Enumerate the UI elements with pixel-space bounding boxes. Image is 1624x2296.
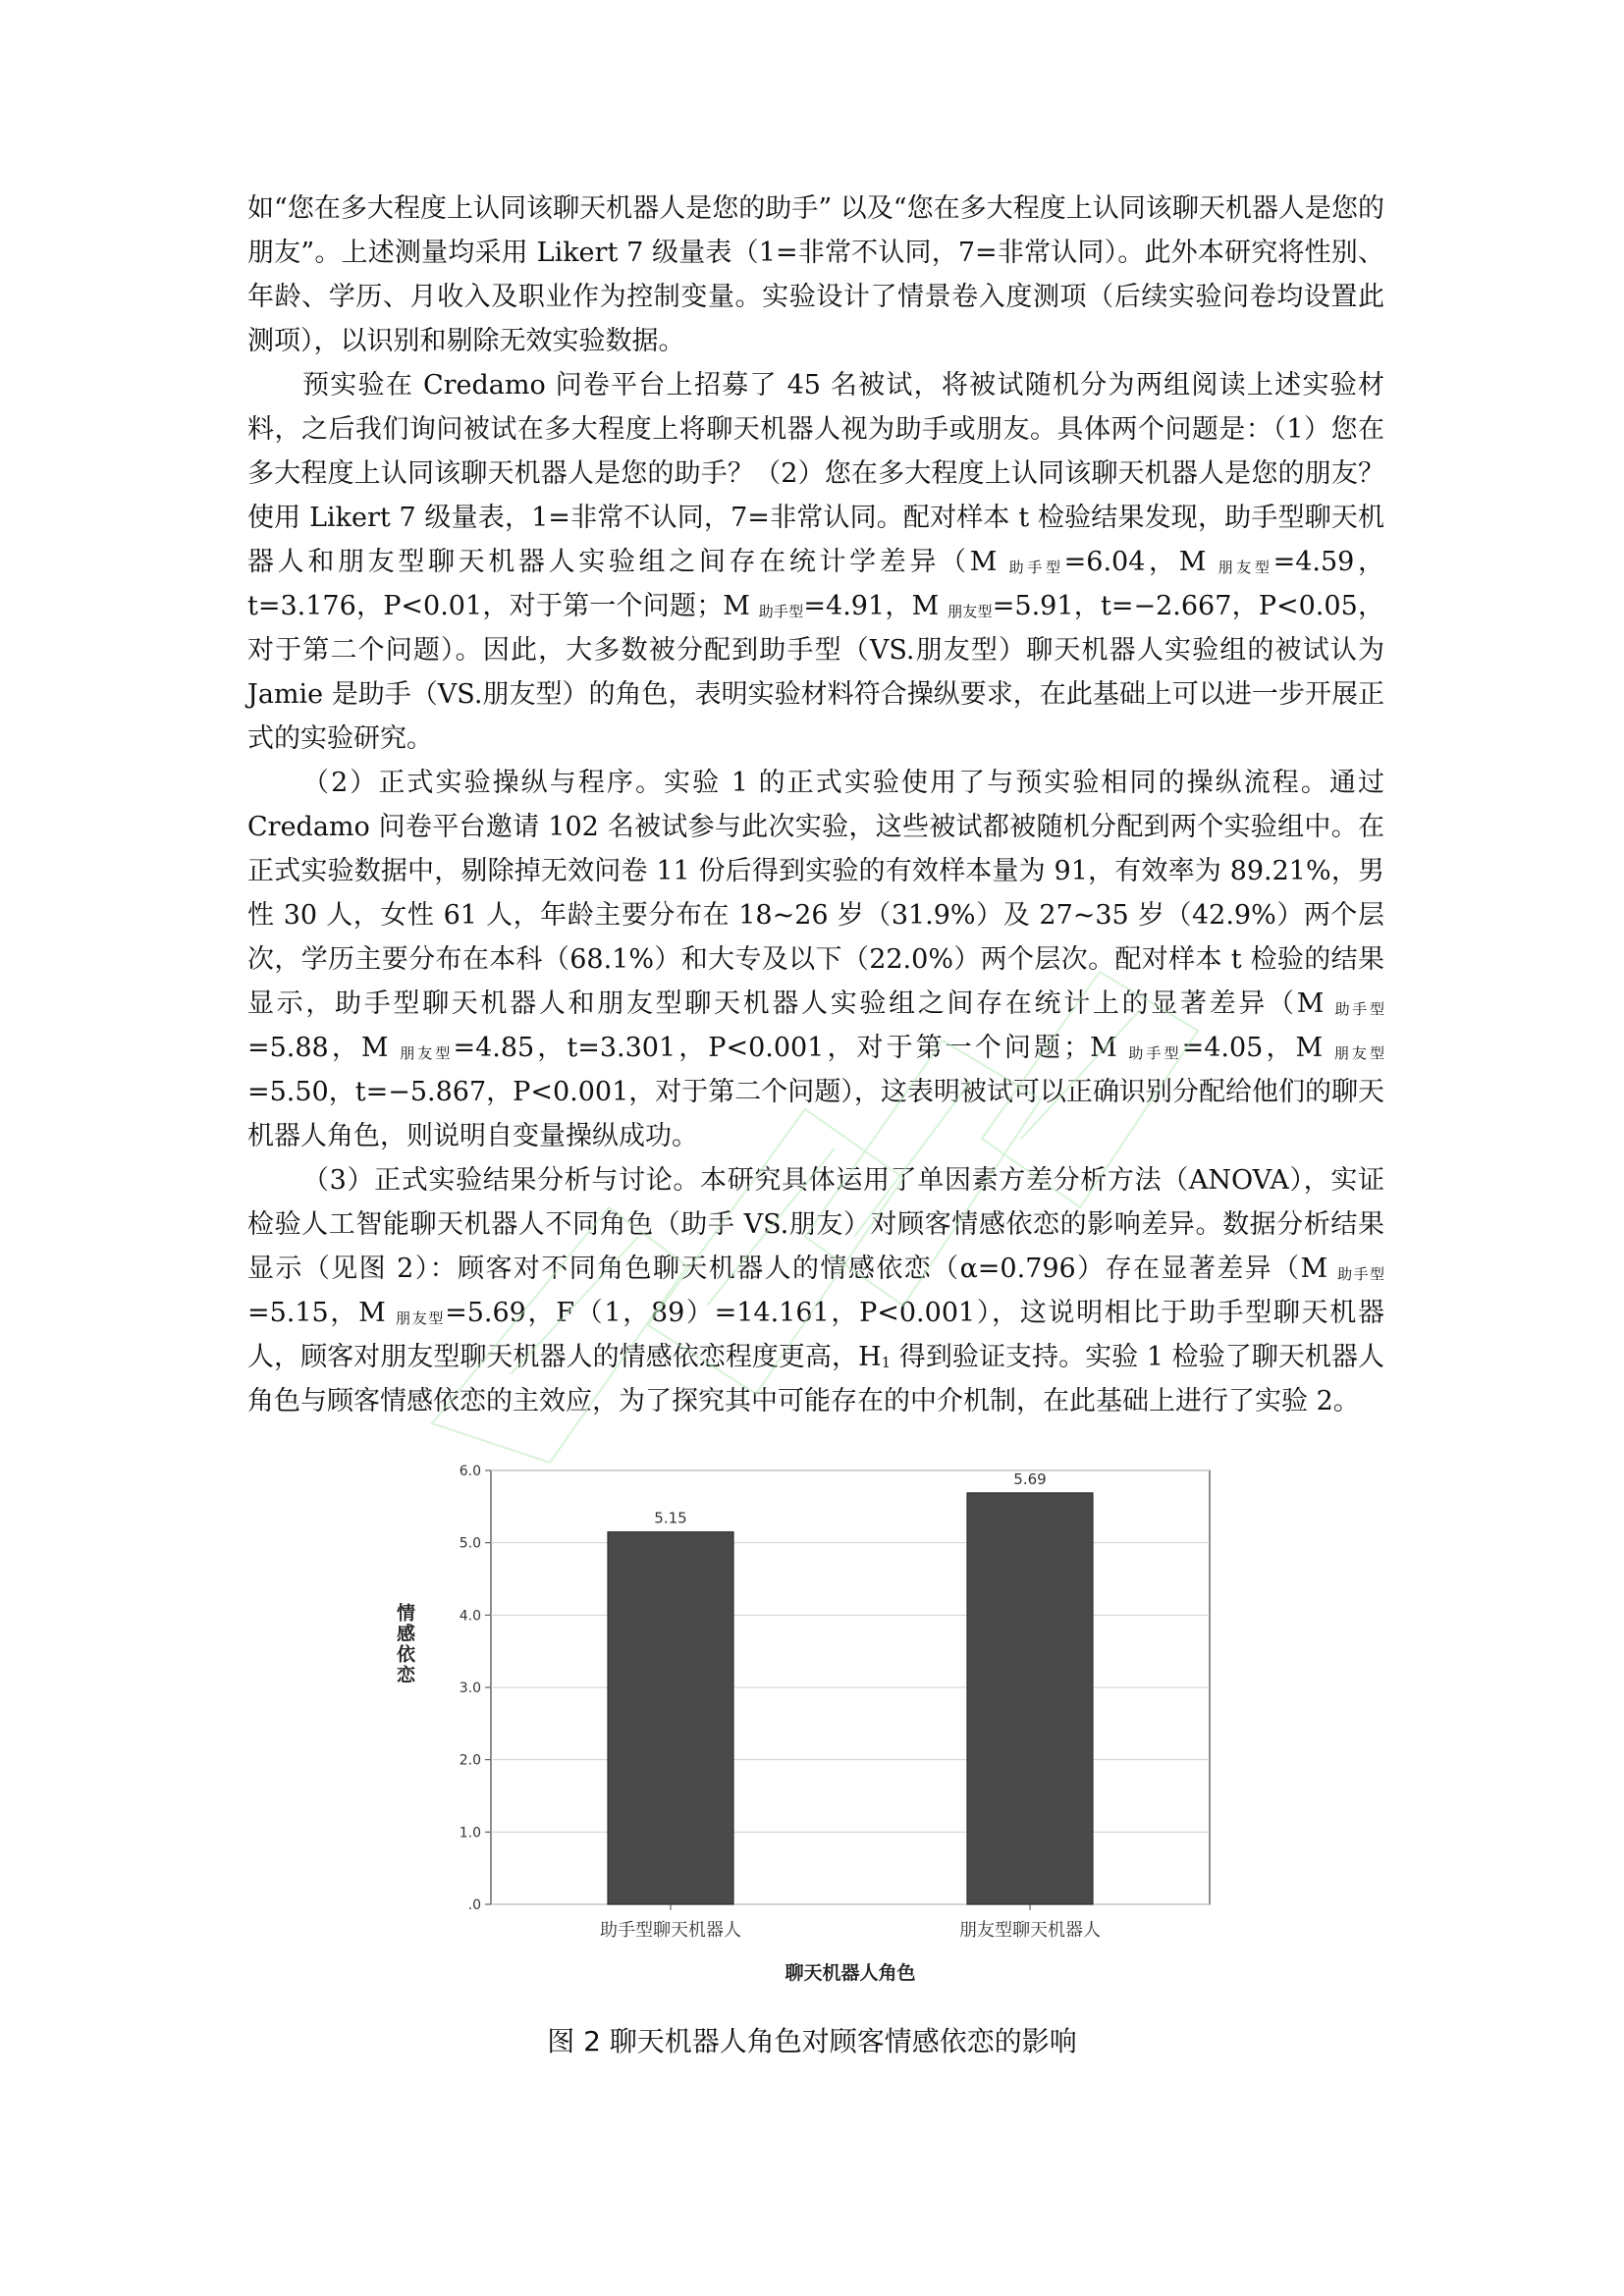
y-tick-label: 4.0 [459, 1608, 481, 1625]
chart-svg [383, 1443, 1227, 1993]
article-body [247, 187, 1384, 1423]
subscript-text: 助手型 [758, 603, 804, 620]
subscript-text: 朋友型 [400, 1044, 454, 1062]
figure-caption: 图 2 聊天机器人角色对顾客情感依恋的影响 [547, 2025, 1077, 2057]
paragraph-text: =5.69，F（1，89）=14.161，P<0.001），这说明相比于助手型聊天机器人，顾客对朋友型聊天机器人的情感依恋程度更高，H [247, 1298, 1384, 1372]
y-tick-label: 6.0 [459, 1464, 481, 1479]
paragraph-text: =5.50，t=−5.867，P<0.001，对于第二个问题），这表明被试可以正确识别分配给他们的聊天机器人角色，则说明自变量操纵成功。 [247, 1077, 1384, 1151]
y-axis-label: 情感依恋 [394, 1603, 415, 1685]
x-tick-label: 朋友型聊天机器人 [959, 1920, 1101, 1941]
y-tick-label: 1.0 [459, 1825, 481, 1842]
subscript-text: 朋友型 [947, 603, 993, 620]
paragraph-text: =4.59，t=3.176，P<0.01，对于第一个问题；M [247, 547, 1384, 621]
data-label: 5.69 [1013, 1469, 1047, 1488]
paragraph-text: =4.05，M [1181, 1033, 1334, 1063]
paragraph-text: =5.15，M [247, 1298, 397, 1328]
paragraph-text: =5.91，t=−2.667，P<0.05，对于第二个问题）。因此，大多数被分配到助手型（VS.朋友型）聊天机器人实验组的被试认为 Jamie 是助手（VS.朋友型）的角色，表明实验材料符合操纵要求，在此基础上可以进一步开展正式的实验研究。 [247, 591, 1384, 754]
paragraph [247, 761, 1384, 1158]
subscript-text: 朋友型 [396, 1309, 446, 1327]
subscript-text: 助手型 [1334, 1000, 1384, 1018]
y-tick-label: 2.0 [459, 1752, 481, 1769]
bar-chart [383, 1443, 1227, 1993]
subscript-text: 朋友型 [1333, 1044, 1384, 1062]
paragraph-text: =4.85，t=3.301，P<0.001，对于第一个问题；M [453, 1033, 1129, 1063]
y-tick-label: 5.0 [459, 1535, 481, 1552]
x-tick-label: 助手型聊天机器人 [600, 1920, 741, 1941]
paragraph-text: 得到验证支持。实验 1 检验了聊天机器人角色与顾客情感依恋的主效应，为了探究其中可能存在的中介机制，在此基础上进行了实验 2。 [247, 1342, 1384, 1416]
y-tick-label: .0 [467, 1897, 481, 1913]
paragraph-text: 如“您在多大程度上认同该聊天机器人是您的助手” 以及“您在多大程度上认同该聊天机器人是您的朋友”。上述测量均采用 Likert 7 级量表（1=非常不认同，7=非常认同）。此外本研究将性别、年龄、学历、月收入及职业作为控制变量。实验设计了情景卷入度测项（后续实验问卷均设置此测项），以识别和剔除无效实验数据。 [247, 193, 1384, 356]
y-tick-label: 3.0 [459, 1681, 481, 1696]
subscript-text: 1 [881, 1354, 892, 1371]
bar [608, 1532, 733, 1904]
paragraph-text: =4.91，M [803, 591, 948, 621]
subscript-text: 朋友型 [1218, 559, 1273, 576]
paragraph-text: 预实验在 Credamo 问卷平台上招募了 45 名被试，将被试随机分为两组阅读上述实验材料，之后我们询问被试在多大程度上将聊天机器人视为助手或朋友。具体两个问题是：（1）您在多大程度上认同该聊天机器人是您的助手？（2）您在多大程度上认同该聊天机器人是您的朋友？使用 Likert 7 级量表，1=非常不认同，7=非常认同。配对样本 t 检验结果发现，助手型聊天机器人和朋友型聊天机器人实验组之间存在统计学差异（M [247, 370, 1384, 577]
x-axis-label: 聊天机器人角色 [785, 1962, 916, 1984]
paragraph-text: =5.88，M [247, 1033, 401, 1063]
paragraph [247, 187, 1384, 363]
subscript-text: 助手型 [1337, 1265, 1384, 1283]
bar [967, 1493, 1093, 1904]
paragraph-text: （2）正式实验操纵与程序。实验 1 的正式实验使用了与预实验相同的操纵流程。通过 Credamo 问卷平台邀请 102 名被试参与此次实验，这些被试都被随机分配到两个实验组中。在正式实验数据中，剔除掉无效问卷 11 份后得到实验的有效样本量为 91，有效率为 89.21%，男性 30 人，女性 61 人，年龄主要分布在 18~26 岁（31.9%）及 27~35 岁（42.9%）两个层次，学历主要分布在本科（68.1%）和大专及以下（22.0%）两个层次。配对样本 t 检验的结果显示，助手型聊天机器人和朋友型聊天机器人实验组之间存在统计上的显著差异（M [247, 768, 1384, 1019]
data-label: 5.15 [654, 1509, 687, 1527]
paragraph-text: （3）正式实验结果分析与讨论。本研究具体运用了单因素方差分析方法（ANOVA），实证检验人工智能聊天机器人不同角色（助手 VS.朋友）对顾客情感依恋的影响差异。数据分析结果显示（见图 2）：顾客对不同角色聊天机器人的情感依恋（α=0.796）存在显著差异（M [247, 1165, 1384, 1284]
subscript-text: 助手型 [1128, 1044, 1182, 1062]
paragraph [247, 1158, 1384, 1423]
subscript-text: 助手型 [1008, 559, 1064, 576]
paragraph [247, 363, 1384, 761]
paragraph-text: =6.04，M [1063, 547, 1218, 577]
